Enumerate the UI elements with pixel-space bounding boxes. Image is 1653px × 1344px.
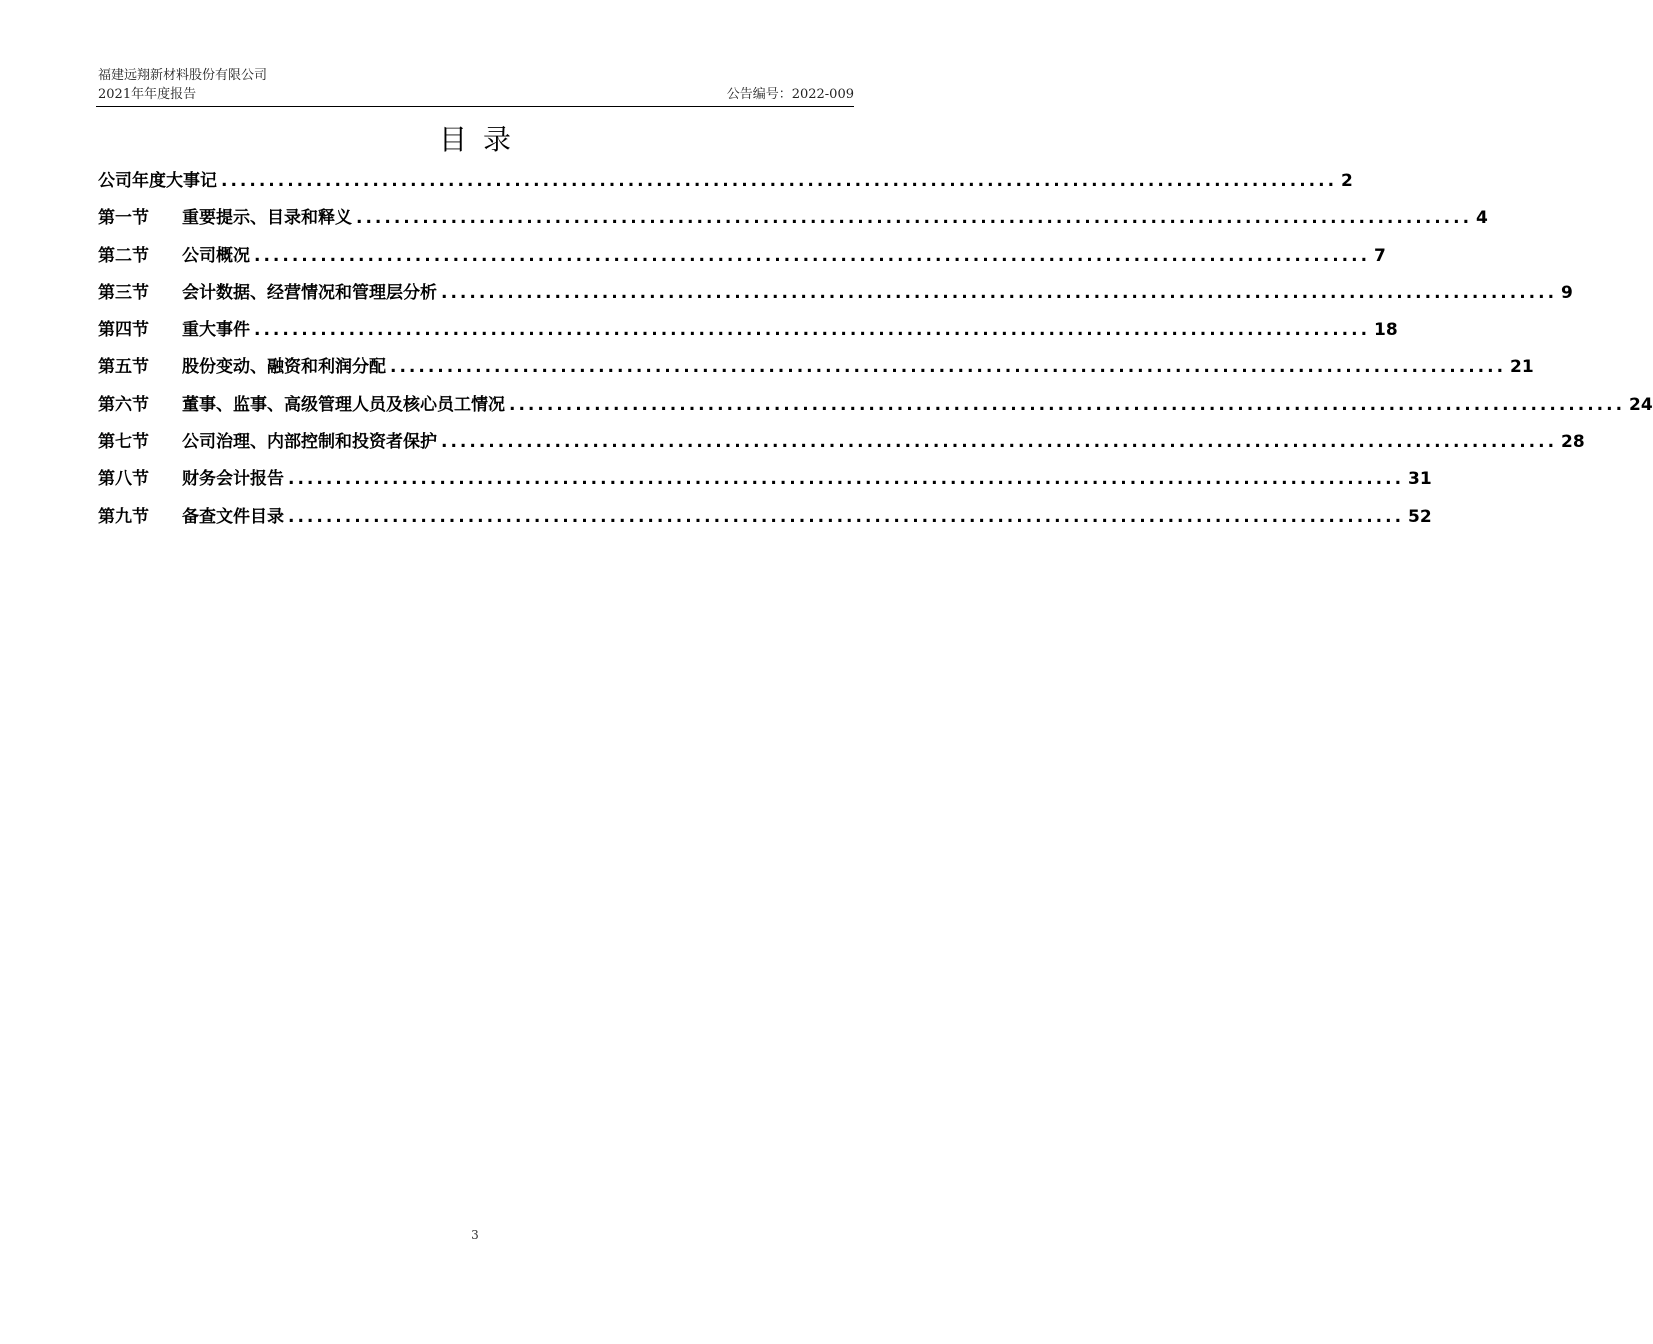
toc-entry-page: 24 — [1629, 394, 1653, 415]
toc-leader-dots: ...................................................................................................................... — [390, 357, 1507, 378]
page-header — [98, 66, 854, 104]
toc-title: 目录 — [438, 123, 527, 156]
toc-leader-dots: ...................................................................................................................... — [254, 245, 1371, 266]
toc-entry[interactable] — [98, 166, 1353, 203]
table-of-contents — [98, 166, 1653, 539]
toc-entry-section: 第九节 — [98, 506, 149, 527]
toc-entry-title: 重要提示、目录和释义 — [182, 208, 352, 229]
toc-entry-title: 公司概况 — [182, 245, 250, 266]
toc-entry[interactable] — [98, 427, 1585, 464]
toc-entry-section: 第五节 — [98, 357, 149, 378]
toc-entry-section: 第三节 — [98, 282, 149, 303]
toc-entry[interactable] — [98, 352, 1534, 389]
toc-entry-title: 会计数据、经营情况和管理层分析 — [182, 282, 437, 303]
toc-entry-page: 28 — [1561, 432, 1585, 453]
toc-entry-page: 31 — [1408, 469, 1432, 490]
header-rule — [96, 106, 854, 107]
toc-entry-title: 公司年度大事记 — [98, 171, 217, 191]
toc-entry-section: 第七节 — [98, 432, 149, 453]
toc-entry-page: 18 — [1374, 320, 1398, 341]
toc-entry[interactable] — [98, 315, 1398, 352]
toc-entry-title: 重大事件 — [182, 320, 250, 341]
toc-entry-section: 第四节 — [98, 320, 149, 341]
toc-entry-title: 公司治理、内部控制和投资者保护 — [182, 432, 437, 453]
toc-entry-page: 9 — [1561, 282, 1573, 303]
toc-leader-dots: ...................................................................................................................... — [288, 469, 1405, 490]
toc-entry-section: 第八节 — [98, 469, 149, 490]
toc-leader-dots: ...................................................................................................................... — [356, 208, 1473, 229]
toc-entry-title: 备查文件目录 — [182, 506, 284, 527]
toc-entry[interactable] — [98, 203, 1488, 240]
toc-entry[interactable] — [98, 502, 1432, 539]
toc-leader-dots: ...................................................................................................................... — [221, 171, 1338, 191]
toc-entry-section: 第一节 — [98, 208, 149, 229]
toc-entry-page: 7 — [1374, 245, 1386, 266]
toc-leader-dots: ...................................................................................................................... — [441, 282, 1558, 303]
toc-entry[interactable] — [98, 241, 1386, 278]
header-report-title: 2021年年度报告 — [98, 87, 197, 102]
toc-entry-page: 4 — [1476, 208, 1488, 229]
toc-entry-title: 董事、监事、高级管理人员及核心员工情况 — [182, 394, 505, 415]
toc-entry-section: 第六节 — [98, 394, 149, 415]
toc-leader-dots: ...................................................................................................................... — [254, 320, 1371, 341]
toc-leader-dots: ...................................................................................................................... — [441, 432, 1558, 453]
toc-entry-title: 财务会计报告 — [182, 469, 284, 490]
toc-entry-section: 第二节 — [98, 245, 149, 266]
toc-leader-dots: ...................................................................................................................... — [288, 506, 1405, 527]
toc-entry[interactable] — [98, 278, 1573, 315]
toc-entry[interactable] — [98, 464, 1432, 501]
header-company: 福建远翔新材料股份有限公司 — [98, 68, 268, 83]
header-announcement-number: 公告编号：2022-009 — [726, 87, 854, 102]
toc-leader-dots: ...................................................................................................................... — [509, 394, 1626, 415]
toc-entry-page: 2 — [1341, 171, 1353, 191]
toc-entry-page: 21 — [1510, 357, 1534, 378]
toc-entry-page: 52 — [1408, 506, 1432, 527]
toc-entry-title: 股份变动、融资和利润分配 — [182, 357, 386, 378]
toc-entry[interactable] — [98, 390, 1653, 427]
page-number: 3 — [471, 1228, 479, 1242]
